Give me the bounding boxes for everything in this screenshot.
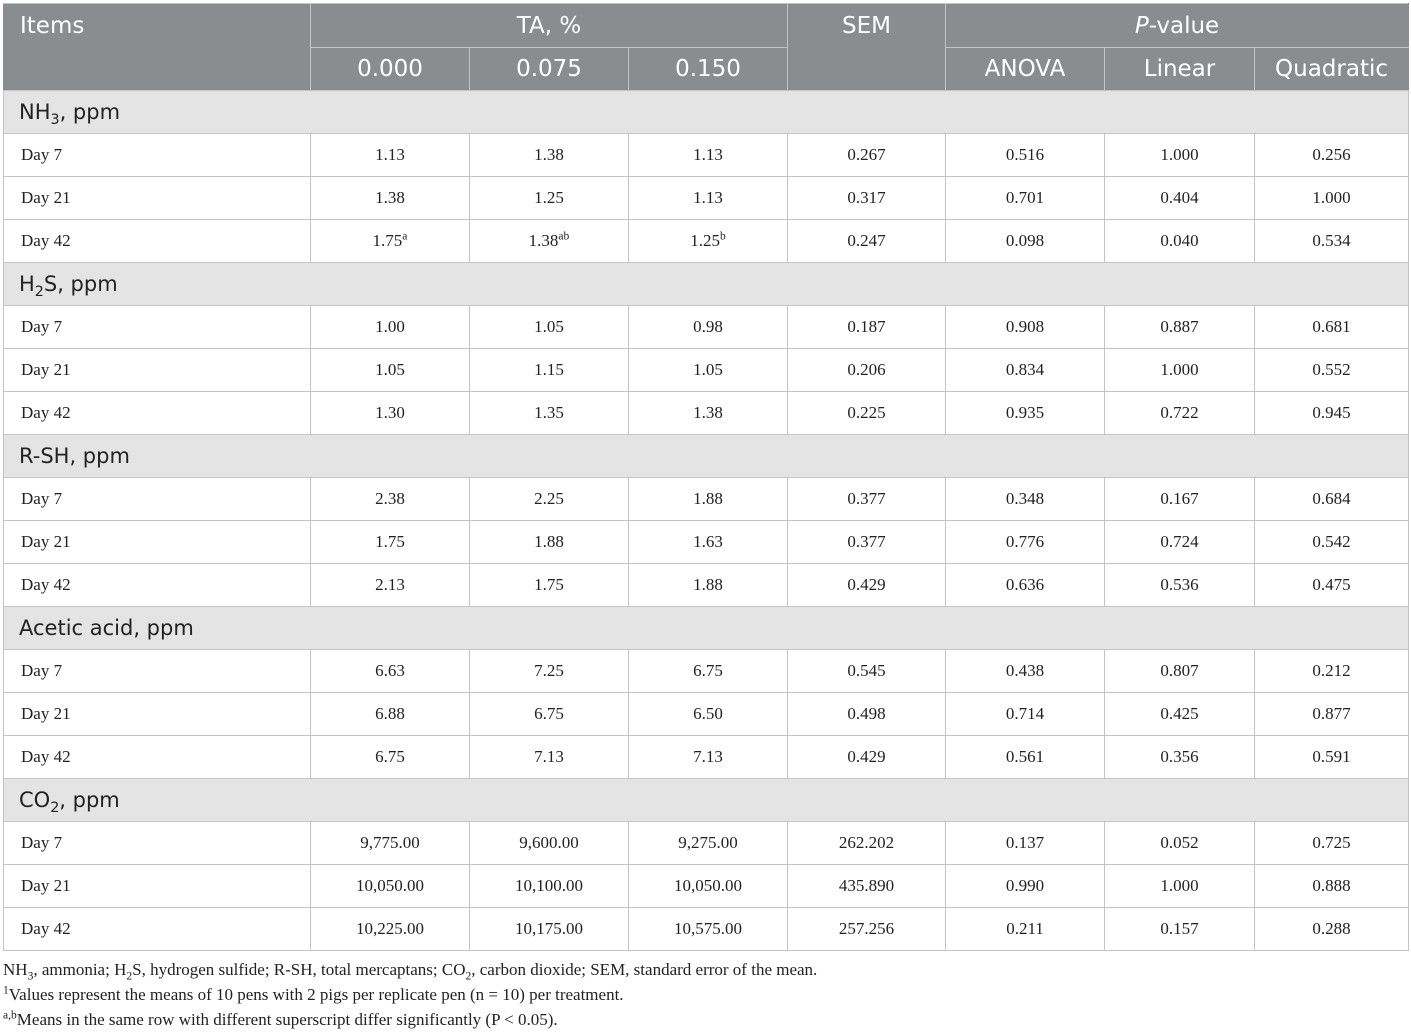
sem-cell: 0.247 <box>788 220 946 263</box>
sem-cell: 0.225 <box>788 392 946 435</box>
group-name: H <box>19 272 35 296</box>
quadratic-cell: 0.684 <box>1255 478 1409 521</box>
cell-value: 2.38 <box>375 489 405 508</box>
sem-cell: 257.256 <box>788 908 946 951</box>
table-row <box>4 521 1409 564</box>
dose-1-cell <box>470 650 629 693</box>
cell-value: 1.13 <box>693 188 723 207</box>
cell-value: 1.88 <box>693 489 723 508</box>
group-name: R-SH, ppm <box>19 444 130 468</box>
group-name-sub: 2 <box>50 800 60 817</box>
abbr-text: S, hydrogen sulfide; R-SH, total mercaptans; CO <box>132 960 466 979</box>
quadratic-cell: 0.212 <box>1255 650 1409 693</box>
anova-cell: 0.908 <box>946 306 1105 349</box>
header-pvalue-rest: -value <box>1148 12 1220 39</box>
table-row <box>4 177 1409 220</box>
dose-2-cell <box>629 865 788 908</box>
abbr-text: , ammonia; H <box>33 960 127 979</box>
group-label <box>4 263 1409 306</box>
footnote-text: Means in the same row with different superscript differ significantly (P < 0.05). <box>16 1010 558 1029</box>
group-name-suffix: , ppm <box>59 100 121 124</box>
cell-value: 1.05 <box>375 360 405 379</box>
cell-value: 1.13 <box>693 145 723 164</box>
quadratic-cell: 1.000 <box>1255 177 1409 220</box>
table-row <box>4 306 1409 349</box>
cell-value: 10,225.00 <box>356 919 424 938</box>
abbr-text: , carbon dioxide; SEM, standard error of the mean. <box>471 960 818 979</box>
sem-cell: 0.498 <box>788 693 946 736</box>
footnote-2 <box>3 1007 1403 1032</box>
header-items: Items <box>4 4 311 91</box>
table-row <box>4 478 1409 521</box>
dose-2-cell <box>629 134 788 177</box>
dose-0-cell <box>311 650 470 693</box>
anova-cell: 0.137 <box>946 822 1105 865</box>
cell-value: 7.13 <box>534 747 564 766</box>
linear-cell: 0.536 <box>1105 564 1255 607</box>
group-row <box>4 91 1409 134</box>
group-name: NH <box>19 100 51 124</box>
significance-superscript: b <box>719 229 726 243</box>
quadratic-cell: 0.591 <box>1255 736 1409 779</box>
row-label: Day 21 <box>4 521 311 564</box>
cell-value: 1.38 <box>693 403 723 422</box>
abbr-sub: 3 <box>27 969 34 983</box>
dose-2-cell <box>629 564 788 607</box>
abbr-text: NH <box>3 960 28 979</box>
anova-cell: 0.561 <box>946 736 1105 779</box>
sem-cell: 435.890 <box>788 865 946 908</box>
sem-cell: 0.429 <box>788 736 946 779</box>
quadratic-cell: 0.888 <box>1255 865 1409 908</box>
row-label: Day 21 <box>4 177 311 220</box>
footnote-marker: a,b <box>3 1008 17 1022</box>
dose-0-cell <box>311 822 470 865</box>
linear-cell: 0.167 <box>1105 478 1255 521</box>
group-name-sub: 2 <box>34 284 44 301</box>
header-anova: ANOVA <box>946 48 1105 91</box>
cell-value: 1.00 <box>375 317 405 336</box>
quadratic-cell: 0.542 <box>1255 521 1409 564</box>
cell-value: 9,600.00 <box>519 833 579 852</box>
dose-2-cell <box>629 650 788 693</box>
cell-value: 1.75 <box>375 532 405 551</box>
cell-value: 1.38 <box>528 231 559 250</box>
cell-value: 6.63 <box>375 661 405 680</box>
quadratic-cell: 0.475 <box>1255 564 1409 607</box>
table-row <box>4 822 1409 865</box>
dose-0-cell <box>311 521 470 564</box>
results-table <box>3 3 1409 951</box>
anova-cell: 0.714 <box>946 693 1105 736</box>
cell-value: 7.25 <box>534 661 564 680</box>
cell-value: 6.50 <box>693 704 723 723</box>
quadratic-cell: 0.256 <box>1255 134 1409 177</box>
dose-2-cell <box>629 693 788 736</box>
header-linear: Linear <box>1105 48 1255 91</box>
dose-0-cell <box>311 736 470 779</box>
dose-2-cell <box>629 478 788 521</box>
dose-2-cell <box>629 392 788 435</box>
cell-value: 10,100.00 <box>515 876 583 895</box>
header-dose-1: 0.075 <box>470 48 629 91</box>
row-label: Day 42 <box>4 220 311 263</box>
anova-cell: 0.211 <box>946 908 1105 951</box>
linear-cell: 0.887 <box>1105 306 1255 349</box>
linear-cell: 1.000 <box>1105 865 1255 908</box>
dose-0-cell <box>311 478 470 521</box>
anova-cell: 0.834 <box>946 349 1105 392</box>
sem-cell: 0.377 <box>788 521 946 564</box>
cell-value: 1.88 <box>693 575 723 594</box>
linear-cell: 0.052 <box>1105 822 1255 865</box>
dose-1-cell <box>470 349 629 392</box>
row-label: Day 42 <box>4 736 311 779</box>
row-label: Day 21 <box>4 865 311 908</box>
dose-0-cell <box>311 306 470 349</box>
row-label: Day 7 <box>4 306 311 349</box>
row-label: Day 42 <box>4 392 311 435</box>
cell-value: 6.75 <box>693 661 723 680</box>
group-label <box>4 779 1409 822</box>
dose-1-cell <box>470 736 629 779</box>
dose-0-cell <box>311 865 470 908</box>
row-label: Day 42 <box>4 908 311 951</box>
row-label: Day 7 <box>4 650 311 693</box>
dose-1-cell <box>470 478 629 521</box>
dose-0-cell <box>311 134 470 177</box>
table-row <box>4 908 1409 951</box>
anova-cell: 0.516 <box>946 134 1105 177</box>
cell-value: 1.75 <box>534 575 564 594</box>
group-name: Acetic acid, ppm <box>19 616 194 640</box>
cell-value: 1.38 <box>534 145 564 164</box>
sem-cell: 0.267 <box>788 134 946 177</box>
table-row <box>4 650 1409 693</box>
dose-1-cell <box>470 908 629 951</box>
dose-1-cell <box>470 306 629 349</box>
cell-value: 6.75 <box>534 704 564 723</box>
group-name-suffix: S, ppm <box>43 272 118 296</box>
dose-1-cell <box>470 521 629 564</box>
dose-1-cell <box>470 177 629 220</box>
cell-value: 0.98 <box>693 317 723 336</box>
sem-cell: 0.187 <box>788 306 946 349</box>
table-row <box>4 693 1409 736</box>
group-name-sub: 3 <box>50 112 60 129</box>
sem-cell: 0.377 <box>788 478 946 521</box>
linear-cell: 0.722 <box>1105 392 1255 435</box>
dose-0-cell <box>311 693 470 736</box>
significance-superscript: ab <box>558 229 570 243</box>
group-row <box>4 263 1409 306</box>
group-row <box>4 607 1409 650</box>
dose-1-cell <box>470 564 629 607</box>
table-header <box>4 4 1409 91</box>
anova-cell: 0.348 <box>946 478 1105 521</box>
row-label: Day 7 <box>4 822 311 865</box>
footnote-1 <box>3 982 1403 1007</box>
cell-value: 6.88 <box>375 704 405 723</box>
linear-cell: 0.157 <box>1105 908 1255 951</box>
anova-cell: 0.636 <box>946 564 1105 607</box>
linear-cell: 1.000 <box>1105 134 1255 177</box>
table-row <box>4 349 1409 392</box>
linear-cell: 0.724 <box>1105 521 1255 564</box>
quadratic-cell: 0.725 <box>1255 822 1409 865</box>
dose-2-cell <box>629 306 788 349</box>
header-ta-group: TA, % <box>311 4 788 48</box>
header-pvalue-group <box>946 4 1409 48</box>
cell-value: 7.13 <box>693 747 723 766</box>
dose-2-cell <box>629 220 788 263</box>
table-footnotes <box>3 957 1403 1032</box>
linear-cell: 1.000 <box>1105 349 1255 392</box>
dose-1-cell <box>470 134 629 177</box>
quadratic-cell: 0.534 <box>1255 220 1409 263</box>
group-name: CO <box>19 788 51 812</box>
header-dose-2: 0.150 <box>629 48 788 91</box>
dose-1-cell <box>470 392 629 435</box>
table-row <box>4 134 1409 177</box>
cell-value: 10,050.00 <box>356 876 424 895</box>
group-label <box>4 435 1409 478</box>
anova-cell: 0.990 <box>946 865 1105 908</box>
cell-value: 1.35 <box>534 403 564 422</box>
header-sem: SEM <box>788 4 946 91</box>
table-row <box>4 564 1409 607</box>
quadratic-cell: 0.552 <box>1255 349 1409 392</box>
cell-value: 6.75 <box>375 747 405 766</box>
dose-1-cell <box>470 822 629 865</box>
table-body <box>4 91 1409 951</box>
row-label: Day 21 <box>4 349 311 392</box>
abbr-sub: 2 <box>465 969 472 983</box>
dose-2-cell <box>629 521 788 564</box>
anova-cell: 0.098 <box>946 220 1105 263</box>
dose-0-cell <box>311 220 470 263</box>
row-label: Day 42 <box>4 564 311 607</box>
row-label: Day 7 <box>4 478 311 521</box>
cell-value: 1.38 <box>375 188 405 207</box>
group-row <box>4 435 1409 478</box>
footnote-marker: 1 <box>3 983 9 997</box>
footnote-abbreviations <box>3 957 1403 982</box>
sem-cell: 0.317 <box>788 177 946 220</box>
quadratic-cell: 0.945 <box>1255 392 1409 435</box>
cell-value: 1.30 <box>375 403 405 422</box>
quadratic-cell: 0.877 <box>1255 693 1409 736</box>
dose-2-cell <box>629 908 788 951</box>
table-row <box>4 220 1409 263</box>
cell-value: 1.05 <box>534 317 564 336</box>
dose-2-cell <box>629 349 788 392</box>
table-row <box>4 736 1409 779</box>
linear-cell: 0.040 <box>1105 220 1255 263</box>
dose-2-cell <box>629 177 788 220</box>
significance-superscript: a <box>402 229 408 243</box>
dose-0-cell <box>311 908 470 951</box>
group-row <box>4 779 1409 822</box>
dose-1-cell <box>470 865 629 908</box>
sem-cell: 0.206 <box>788 349 946 392</box>
dose-1-cell <box>470 220 629 263</box>
cell-value: 1.25 <box>534 188 564 207</box>
cell-value: 1.05 <box>693 360 723 379</box>
anova-cell: 0.935 <box>946 392 1105 435</box>
footnote-text: Values represent the means of 10 pens with 2 pigs per replicate pen (n = 10) per treatment. <box>8 985 624 1004</box>
cell-value: 1.13 <box>375 145 405 164</box>
dose-0-cell <box>311 349 470 392</box>
dose-2-cell <box>629 736 788 779</box>
row-label: Day 21 <box>4 693 311 736</box>
linear-cell: 0.425 <box>1105 693 1255 736</box>
dose-2-cell <box>629 822 788 865</box>
group-label <box>4 91 1409 134</box>
sem-cell: 0.429 <box>788 564 946 607</box>
anova-cell: 0.701 <box>946 177 1105 220</box>
header-pvalue-italic: P <box>1134 12 1149 39</box>
cell-value: 1.15 <box>534 360 564 379</box>
anova-cell: 0.776 <box>946 521 1105 564</box>
linear-cell: 0.356 <box>1105 736 1255 779</box>
dose-0-cell <box>311 177 470 220</box>
cell-value: 9,275.00 <box>678 833 738 852</box>
linear-cell: 0.404 <box>1105 177 1255 220</box>
table-row <box>4 392 1409 435</box>
header-dose-0: 0.000 <box>311 48 470 91</box>
sem-cell: 262.202 <box>788 822 946 865</box>
dose-0-cell <box>311 564 470 607</box>
cell-value: 1.63 <box>693 532 723 551</box>
cell-value: 10,575.00 <box>674 919 742 938</box>
dose-0-cell <box>311 392 470 435</box>
cell-value: 9,775.00 <box>360 833 420 852</box>
sem-cell: 0.545 <box>788 650 946 693</box>
header-quadratic: Quadratic <box>1255 48 1409 91</box>
quadratic-cell: 0.681 <box>1255 306 1409 349</box>
group-name-suffix: , ppm <box>59 788 120 812</box>
cell-value: 10,175.00 <box>515 919 583 938</box>
anova-cell: 0.438 <box>946 650 1105 693</box>
cell-value: 1.25 <box>690 231 720 250</box>
quadratic-cell: 0.288 <box>1255 908 1409 951</box>
cell-value: 1.88 <box>534 532 564 551</box>
linear-cell: 0.807 <box>1105 650 1255 693</box>
cell-value: 2.25 <box>534 489 564 508</box>
abbr-sub: 2 <box>126 969 133 983</box>
cell-value: 10,050.00 <box>674 876 742 895</box>
cell-value: 2.13 <box>375 575 405 594</box>
group-label <box>4 607 1409 650</box>
cell-value: 1.75 <box>372 231 403 250</box>
table-row <box>4 865 1409 908</box>
row-label: Day 7 <box>4 134 311 177</box>
dose-1-cell <box>470 693 629 736</box>
